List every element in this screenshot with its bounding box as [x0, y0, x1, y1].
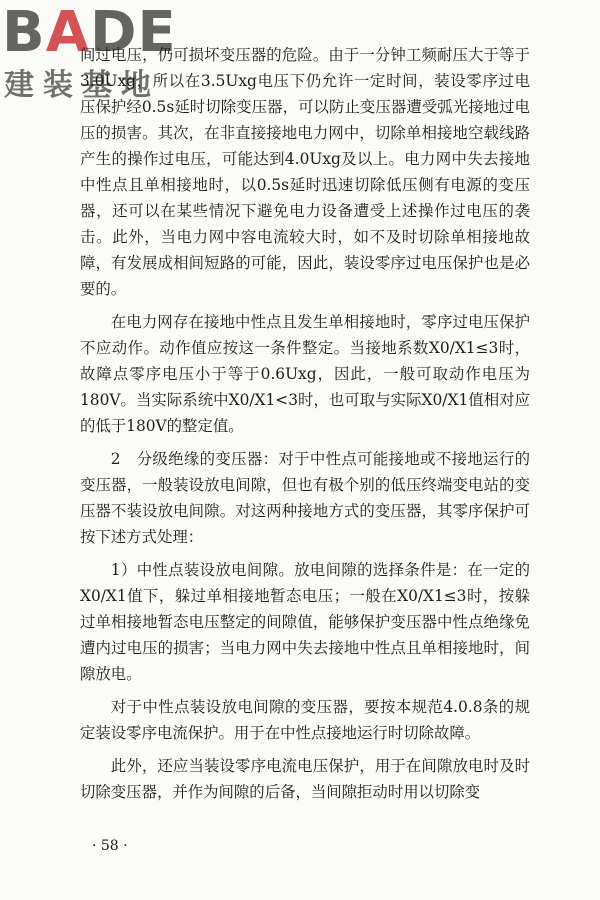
document-body	[80, 42, 530, 812]
paragraph: 1）中性点装设放电间隙。放电间隙的选择条件是：在一定的X0/X1值下，躲过单相接地暂态电压；一般在X0/X1≤3时，按躲过单相接地暂态电压整定的间隙值，能够保护变压器中性点绝缘免遭内过电压的损害；当电力网中失去接地中性点且单相接地时，间隙放电。	[80, 561, 530, 683]
watermark-brand: BADE	[2, 0, 177, 65]
paragraph: 在电力网存在接地中性点且发生单相接地时，零序过电压保护不应动作。动作值应按这一条件整定。当接地系数X0/X1≤3时，故障点零序电压小于等于0.6Uxg，因此，一般可取动作电压为180V。当实际系统中X0/X1<3时，也可取与实际X0/X1值相对应的低于180V的整定值。	[80, 313, 530, 435]
paragraph: 对于中性点装设放电间隙的变压器，要按本规范4.0.8条的规定装设零序电流保护。用于在中性点接地运行时切除故障。	[80, 698, 530, 742]
paragraph: 间过电压，仍可损坏变压器的危险。由于一分钟工频耐压大于等于3.0Uxg，所以在3.5Uxg电压下仍允许一定时间，装设零序过电压保护经0.5s延时切除变压器，可以防止变压器遭受弧光接地过电压的损害。其次，在非直接接地电力网中，切除单相接地空载线路产生的操作过电压，可能达到4.0Uxg及以上。电力网中失去接地中性点且单相接地时，以0.5s延时迅速切除低压侧有电源的变压器，还可以在某些情况下避免电力设备遭受上述操作过电压的袭击。此外，当电力网中容电流较大时，如不及时切除单相接地故障，有发展成相间短路的可能，因此，装设零序过电压保护也是必要的。	[80, 46, 530, 298]
paragraph: 2 分级绝缘的变压器：对于中性点可能接地或不接地运行的变压器，一般装设放电间隙，但也有极个别的低压终端变电站的变压器不装设放电间隙。对这两种接地方式的变压器，其零序保护可按下述方式处理：	[80, 450, 530, 546]
paragraph: 此外，还应当装设零序电流电压保护，用于在间隙放电时及时切除变压器，并作为间隙的后备，当间隙拒动时用以切除变	[80, 757, 530, 801]
watermark-subtitle: 建装基地	[4, 68, 160, 103]
page-number: · 58 ·	[92, 838, 128, 854]
